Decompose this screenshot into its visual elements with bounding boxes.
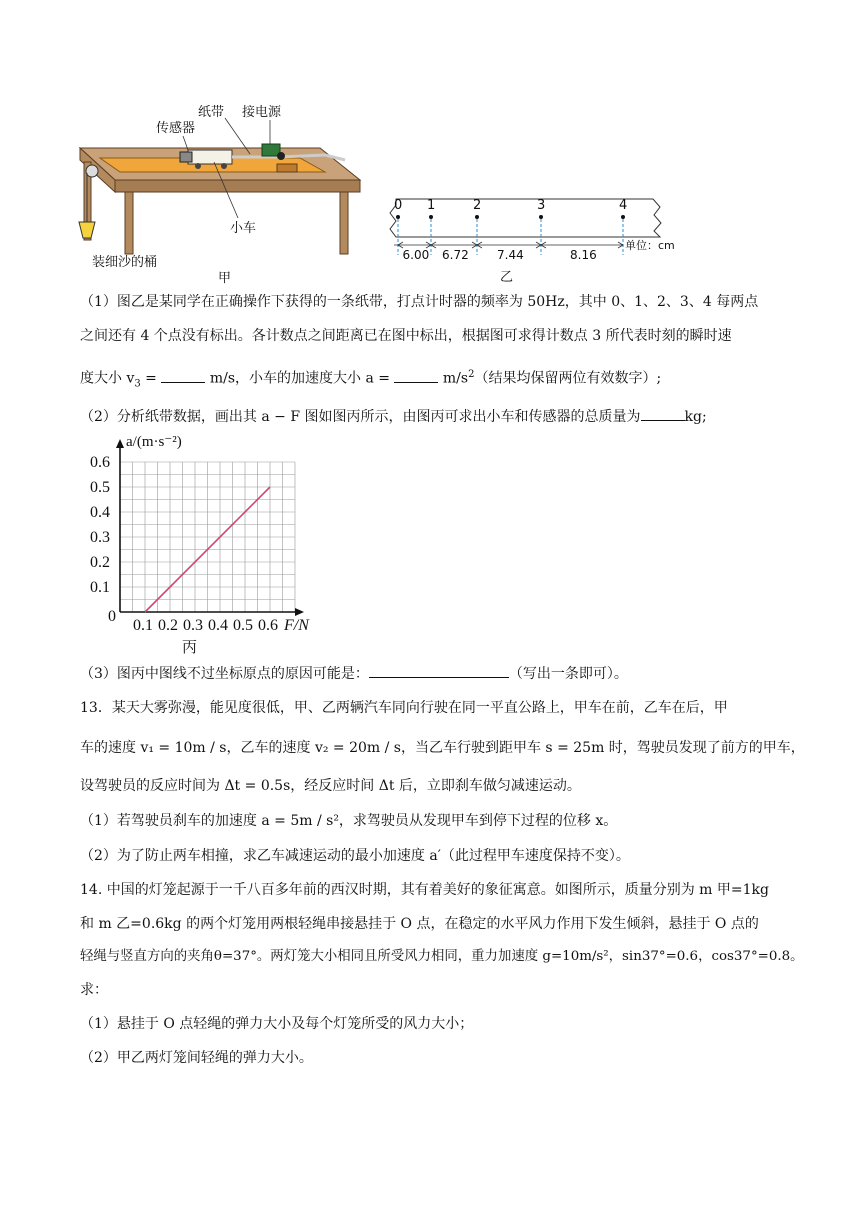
tape-point-label-4: 4 — [619, 198, 628, 213]
mass-answer-blank[interactable] — [641, 420, 685, 421]
accel-unit-sup: 2 — [468, 369, 475, 380]
tape-point-label-1: 1 — [427, 198, 436, 213]
af-chart — [80, 430, 320, 662]
accel-text: m/s，小车的加速度大小 a = — [209, 370, 390, 387]
q12-part3 — [80, 664, 628, 684]
q12-part3-tail: （写出一条即可）。 — [508, 666, 628, 682]
y-axis-arrow — [116, 439, 124, 448]
q13-part2: （2）为了防止两车相撞，求乙车减速运动的最小加速度 a′（此过程甲车速度保持不变）。 — [80, 848, 630, 864]
q14-line4: 求： — [80, 982, 108, 998]
x-tick-3: 0.4 — [208, 617, 228, 634]
q12-part2 — [80, 407, 707, 427]
unit-label: 单位：cm — [625, 239, 675, 252]
x-tick-5: 0.6 — [258, 617, 278, 634]
chart-caption: 丙 — [182, 638, 198, 656]
reason-answer-blank[interactable] — [369, 677, 509, 678]
q12-part2-text: （2）分析纸带数据，画出其 a − F 图如图丙所示，由图丙可求出小车和传感器的总质量为 — [80, 409, 641, 425]
q13-line2: 车的速度 v₁ = 10m / s，乙车的速度 v₂ = 20m / s，当乙车行驶到距甲车 s = 25m 时，驾驶员发现了前方的甲车， — [80, 740, 805, 756]
y-tick-4: 0.5 — [90, 479, 110, 496]
tape-point-2 — [475, 215, 479, 219]
x-axis-arrow — [295, 608, 304, 616]
tape-point-0 — [396, 215, 400, 219]
tape-point-label-0: 0 — [394, 198, 403, 213]
y-tick-2: 0.3 — [90, 529, 110, 546]
sig-fig-note: （结果均保留两位有效数字）; — [474, 370, 662, 387]
q14-line1: 14. 中国的灯笼起源于一千八百多年前的西汉时期，其有着美好的象征寓意。如图所示，质量分别为 m 甲=1kg — [80, 882, 769, 898]
q14-part1: （1）悬挂于 O 点轻绳的弹力大小及每个灯笼所受的风力大小； — [80, 1016, 474, 1032]
cart-label: 小车 — [230, 221, 257, 236]
paper-tape-figure — [378, 193, 675, 285]
q12-part1-line1: （1）图乙是某同学在正确操作下获得的一条纸带，打点计时器的频率为 50Hz，其中 0、1、2、3、4 每两点 — [80, 294, 759, 310]
v3-answer-blank[interactable] — [161, 382, 205, 383]
y-tick-0: 0.1 — [90, 579, 110, 596]
y-tick-1: 0.2 — [90, 554, 110, 571]
figure-jia-caption: 甲 — [218, 271, 232, 286]
tape-point-label-3: 3 — [537, 198, 546, 213]
tape-distance-0: 6.00 — [402, 248, 430, 262]
x-axis-label: F/N — [284, 617, 309, 634]
q13-part1: （1）若驾驶员刹车的加速度 a = 5m / s²，求驾驶员从发现甲车到停下过程的位移 x。 — [80, 813, 618, 829]
origin-label: 0 — [108, 608, 116, 625]
tape-point-label-2: 2 — [473, 198, 482, 213]
accel-unit: m/s — [442, 370, 469, 387]
power-label: 接电源 — [242, 105, 282, 120]
bucket-label: 装细沙的桶 — [92, 255, 158, 270]
x-tick-4: 0.5 — [233, 617, 253, 634]
y-axis-label: a/(m·s⁻²) — [126, 434, 182, 450]
q13-line3: 设驾驶员的反应时间为 Δt = 0.5s，经反应时间 Δt 后，立即刹车做匀减速运动。 — [80, 778, 581, 794]
x-tick-2: 0.3 — [183, 617, 203, 634]
figure-yi-caption: 乙 — [500, 270, 514, 285]
x-tick-0: 0.1 — [133, 617, 153, 634]
y-tick-5: 0.6 — [90, 454, 110, 471]
tape-point-3 — [539, 215, 543, 219]
q12-part3-text: （3）图丙中图线不过坐标原点的原因可能是： — [80, 666, 369, 682]
accel-answer-blank[interactable] — [394, 382, 438, 383]
q12-part1-line2: 之间还有 4 个点没有标出。各计数点之间距离已在图中标出，根据图可求得计数点 3 所代表时刻的瞬时速 — [80, 328, 732, 344]
q14-line3: 轻绳与竖直方向的夹角θ=37°。两灯笼大小相同且所受风力相同，重力加速度 g=10m/s²，sin37°=0.6，cos37°=0.8。 — [80, 949, 804, 964]
q12-part1-line3 — [80, 365, 661, 394]
tape-distance-3: 8.16 — [570, 248, 597, 262]
tape-distance-2: 7.44 — [497, 248, 524, 262]
q14-line2: 和 m 乙=0.6kg 的两个灯笼用两根轻绳串接悬挂于 O 点，在稳定的水平风力作用下发生倾斜，悬挂于 O 点的 — [80, 916, 759, 932]
paper-tape-label: 纸带 — [198, 105, 225, 120]
v3-subscript: 3 — [134, 378, 141, 390]
apparatus-figure — [70, 100, 370, 285]
q13-line1: 13．某天大雾弥漫，能见度很低，甲、乙两辆汽车同向行驶在同一平直公路上，甲车在前，乙车在后，甲 — [80, 700, 728, 716]
y-tick-3: 0.4 — [90, 504, 110, 521]
tape-distance-1: 6.72 — [442, 248, 469, 262]
q14-part2: （2）甲乙两灯笼间轻绳的弹力大小。 — [80, 1050, 313, 1066]
x-tick-1: 0.2 — [158, 617, 178, 634]
tape-point-1 — [429, 215, 433, 219]
tape-point-4 — [621, 215, 625, 219]
v3-eq: = — [140, 370, 157, 387]
sensor-label: 传感器 — [156, 121, 196, 136]
q12-part2-unit: kg; — [684, 409, 707, 425]
v3-text: 度大小 v — [80, 370, 135, 387]
